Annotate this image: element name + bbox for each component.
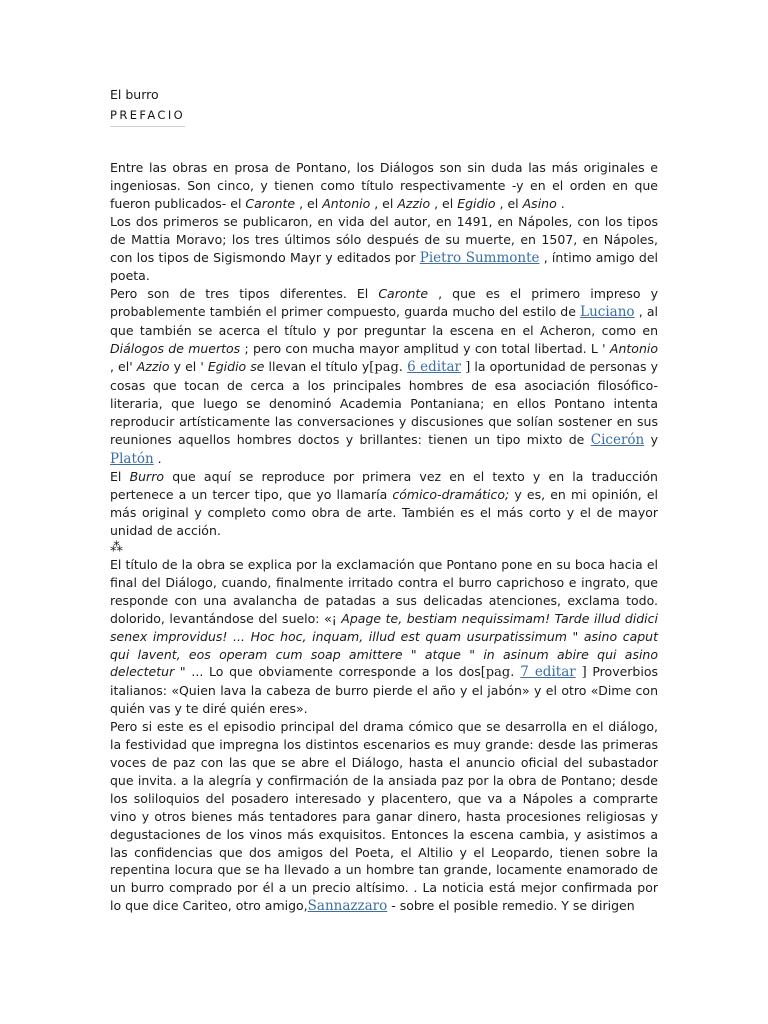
italic-text: Antonio bbox=[609, 341, 658, 357]
text: , el bbox=[495, 195, 523, 211]
text: El título de la obra se explica por la exclamación que Pontano pone en su boca hacia el final del Diálogo, cuando, finalmente irritado contra el burro caprichoso e ingrato, que responde con una avalancha de patadas a sus delicadas atenciones, exclama todo. dolorido, levantándose del suelo: «¡ bbox=[110, 557, 658, 626]
document-title: El burro bbox=[110, 87, 159, 102]
text: que aquí se reproduce por primera vez en el texto y en la traducción pertenece a un tercer tipo, que yo llamaría bbox=[110, 469, 658, 503]
text: El bbox=[110, 469, 130, 485]
text: Los dos primeros se publicaron, en vida del autor, en 1491, en Nápoles, con los tipos de Mattia Moravo; los tres últimos sólo después de su muerte, en 1507, en Nápoles, con los tipos de Sigismondo Mayr y editados por bbox=[110, 213, 658, 265]
italic-text: Antonio bbox=[322, 195, 371, 211]
text: llevan el título y bbox=[264, 358, 370, 374]
text: ... Lo que obviamente corresponde a los dos bbox=[185, 664, 481, 680]
text: ; pero con mucha mayor amplitud y con total libertad. L ' bbox=[240, 341, 610, 357]
document-subtitle: PREFACIO bbox=[110, 106, 185, 127]
text: Entre las obras en prosa de Pontano, los Diálogos son sin duda las más originales e ingeniosas. Son cinco, y tienen como título respectivamente -y en el orden en que fueron publicados- el bbox=[110, 160, 658, 211]
italic-text: Diálogos de muertos bbox=[110, 341, 241, 357]
text: Pero si este es el episodio principal del drama cómico que se desarrolla en el diálogo, la festividad que impregna los distintos escenarios es muy grande: desde las primeras voces de paz con las que se abre el Diálogo, hasta el anuncio oficial del subastador que invita. a la alegría y confirmación de la ansiada paz por la obra de Pontano; desde los soliloquios del posadero interesado y placentero, que va a Nápoles a comprarte vino y otros bienes más tentadores para ganar dinero, hasta procesiones religiosas y degustaciones de los vinos más exquisitos. Entonces la escena cambia, y asistimos a las confidencias que dos amigos del Poeta, el Altilio y el Leopardo, tienen sobre la repentina locura que se ha llevado a un hombre tan grande, locamente enamorado de un burro comprado por él a un precio altísimo. . La noticia está mejor confirmada por lo que dice Cariteo, otro amigo, bbox=[110, 719, 658, 914]
italic-text: Asino bbox=[522, 195, 557, 211]
paragraph-3 bbox=[110, 285, 658, 468]
italic-text: cómico-dramático; bbox=[392, 487, 510, 503]
document-page bbox=[110, 86, 658, 916]
edit-link-page-7[interactable]: 7 editar bbox=[520, 664, 576, 681]
text: - sobre el posible remedio. Y se dirigen bbox=[387, 898, 635, 914]
link-luciano[interactable]: Luciano bbox=[580, 304, 635, 321]
italic-text: Caronte bbox=[245, 195, 296, 211]
link-pietro-summonte[interactable]: Pietro Summonte bbox=[419, 249, 540, 266]
paragraph-6 bbox=[110, 718, 658, 916]
page-marker: [pag. bbox=[480, 665, 521, 681]
italic-text: Azzio bbox=[136, 358, 170, 374]
text: , al que también se acerca el título y por preguntar la escena en el Acheron, como en bbox=[110, 304, 659, 339]
link-ciceron[interactable]: Cicerón bbox=[590, 431, 645, 448]
text: . bbox=[153, 450, 162, 466]
italic-text: Azzio bbox=[397, 195, 431, 211]
document-body bbox=[110, 159, 658, 916]
text: y es, en mi opinión, el más original y completo como obra de arte. También es el más corto y el de mayor unidad de acción. bbox=[110, 487, 658, 539]
paragraph-1 bbox=[110, 159, 658, 213]
text: Pero son de tres tipos diferentes. El bbox=[110, 286, 379, 302]
italic-text: Caronte bbox=[378, 286, 429, 302]
link-platon[interactable]: Platón bbox=[110, 450, 154, 467]
text: , el bbox=[295, 195, 323, 211]
text: , el' bbox=[110, 358, 137, 374]
text: , que es el primero impreso y probablemente también el primer compuesto, guarda mucho del estilo de bbox=[110, 286, 658, 320]
text: y bbox=[644, 431, 659, 447]
text: , íntimo amigo del poeta. bbox=[110, 249, 658, 284]
italic-text: Egidio se bbox=[207, 358, 265, 374]
paragraph-5 bbox=[110, 556, 658, 718]
link-sannazzaro[interactable]: Sannazzaro bbox=[307, 898, 388, 915]
text: la oportunidad de personas y cosas que tocan de cerca a los principales hombres de esa asociación filosófico-literaria, que luego se denominó Academia Pontaniana; en ellos Pontano intenta reproducir artísticamente las conversaciones y discusiones que solían sostener en sus reuniones aquellos hombres doctos y brillantes: tienen un tipo mixto de bbox=[110, 358, 658, 447]
paragraph-2 bbox=[110, 213, 658, 286]
italic-text: Apage te, bestiam nequissimam! Tarde illud didici senex improvidus! ... Hoc hoc, inquam, illud est quam usurpatissimum " asino caput qui lavent, eos operam cum soap amittere " atque " in asinum abire qui asino delectetur " bbox=[110, 610, 658, 680]
text: , el bbox=[430, 195, 458, 211]
text: . bbox=[556, 195, 565, 211]
text: , el bbox=[370, 195, 398, 211]
text: Proverbios italianos: «Quien lava la cabeza de burro pierde el año y el jabón» y el otro «Dime con quién vas y te diré quién eres». bbox=[110, 664, 658, 717]
section-separator: ⁂ bbox=[110, 540, 123, 556]
page-marker-close: ] bbox=[575, 665, 587, 681]
italic-text: Burro bbox=[129, 469, 164, 485]
italic-text: Egidio bbox=[457, 195, 496, 211]
page-marker: [pag. bbox=[369, 359, 408, 375]
edit-link-page-6[interactable]: 6 editar bbox=[407, 358, 461, 375]
paragraph-4 bbox=[110, 468, 658, 540]
page-marker-close: ] bbox=[461, 359, 471, 375]
text: y el ' bbox=[169, 358, 208, 374]
